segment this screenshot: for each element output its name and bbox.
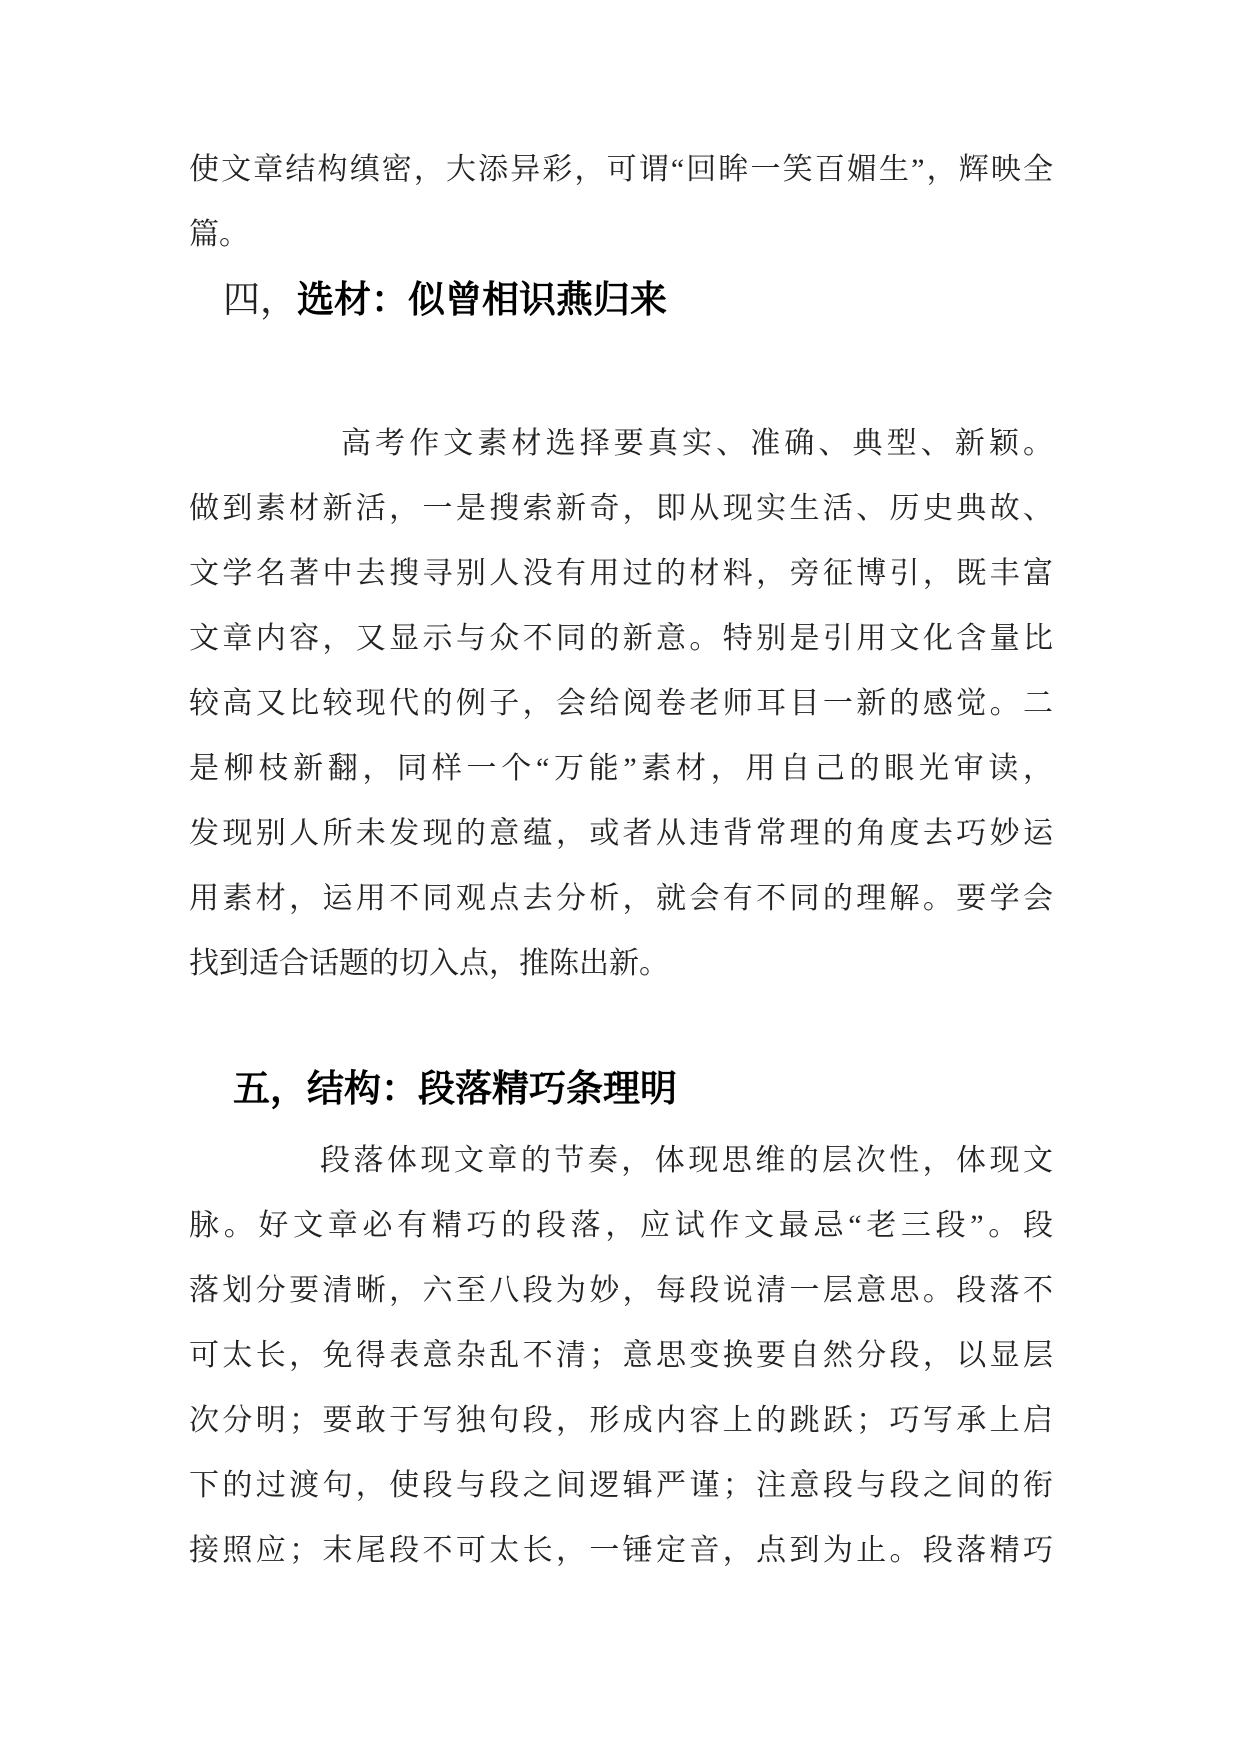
page-content [189, 137, 1053, 1583]
text-line: 文章内容，又显示与众不同的新意。特别是引用文化含量比 [189, 622, 1053, 655]
text-line: 落划分要清晰，六至八段为妙，每段说清一层意思。段落不 [189, 1274, 1053, 1307]
text-line: 下的过渡句，使段与段之间逻辑严谨；注意段与段之间的衔 [189, 1469, 1053, 1502]
text-line: 是柳枝新翻，同样一个“万能”素材，用自己的眼光审读， [189, 752, 1053, 785]
text-line: 次分明；要敢于写独句段，形成内容上的跳跃；巧写承上启 [189, 1404, 1053, 1437]
text-line: 高考作文素材选择要真实、准确、典型、新颖。 [341, 427, 1053, 460]
heading-number: 四， [223, 280, 297, 321]
text-line: 发现别人所未发现的意蕴，或者从违背常理的角度去巧妙运 [189, 817, 1053, 850]
text-line: 文学名著中去搜寻别人没有用过的材料，旁征博引，既丰富 [189, 557, 1053, 590]
text-line: 接照应；末尾段不可太长，一锤定音，点到为止。段落精巧 [189, 1534, 1053, 1567]
section-heading-5 [233, 1056, 1053, 1124]
text-line: 做到素材新活，一是搜索新奇，即从现实生活、历史典故、 [189, 492, 1053, 525]
text-line: 可太长，免得表意杂乱不清；意思变换要自然分段，以显层 [189, 1339, 1053, 1372]
text-line: 使文章结构缜密，大添异彩，可谓“回眸一笑百媚生”，辉映全 [189, 153, 1053, 186]
heading-title: 结构：段落精巧条理明 [307, 1069, 677, 1110]
text-line: 较高又比较现代的例子，会给阅卷老师耳目一新的感觉。二 [189, 687, 1053, 720]
text-line: 找到适合话题的切入点，推陈出新。 [189, 947, 669, 980]
paragraph-2 [189, 411, 1053, 996]
paragraph-3 [189, 1128, 1053, 1583]
section-heading-4 [223, 267, 1053, 335]
text-line: 段落体现文章的节奏，体现思维的层次性，体现文 [320, 1144, 1053, 1177]
text-line: 用素材，运用不同观点去分析，就会有不同的理解。要学会 [189, 882, 1053, 915]
heading-title: 选材：似曾相识燕归来 [297, 280, 667, 321]
paragraph-1 [189, 137, 1053, 267]
heading-number: 五， [233, 1069, 307, 1110]
text-line: 脉。好文章必有精巧的段落，应试作文最忌“老三段”。段 [189, 1209, 1053, 1242]
text-line: 篇。 [189, 218, 249, 251]
